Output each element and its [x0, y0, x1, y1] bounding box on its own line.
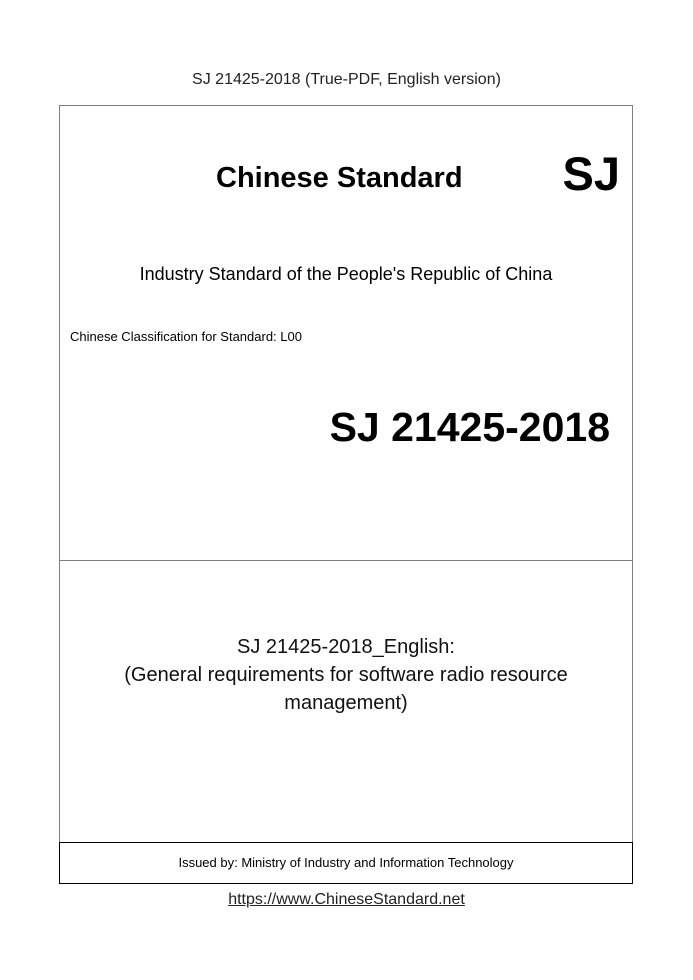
document-header: SJ 21425-2018 (True-PDF, English version)	[192, 71, 501, 88]
cover-frame	[59, 105, 633, 884]
english-title-line-1: SJ 21425-2018_English:	[237, 636, 455, 658]
industry-standard-line: Industry Standard of the People's Republic of China	[139, 264, 553, 284]
standard-code-mark: SJ	[562, 147, 620, 200]
english-title	[80, 633, 612, 717]
cover-english-title-section	[60, 561, 632, 843]
cover-title: Chinese Standard	[216, 162, 463, 194]
footer	[0, 891, 693, 909]
classification-label: Chinese Classification for Standard: L00	[70, 329, 302, 344]
website-link[interactable]: https://www.ChineseStandard.net	[228, 891, 465, 908]
english-title-line-3: management)	[284, 692, 408, 714]
standard-number: SJ 21425-2018	[329, 404, 610, 450]
english-title-line-2: (General requirements for software radio resource	[124, 664, 568, 686]
issued-by-box: Issued by: Ministry of Industry and Information Technology	[59, 842, 633, 884]
cover-top-section	[60, 106, 632, 561]
